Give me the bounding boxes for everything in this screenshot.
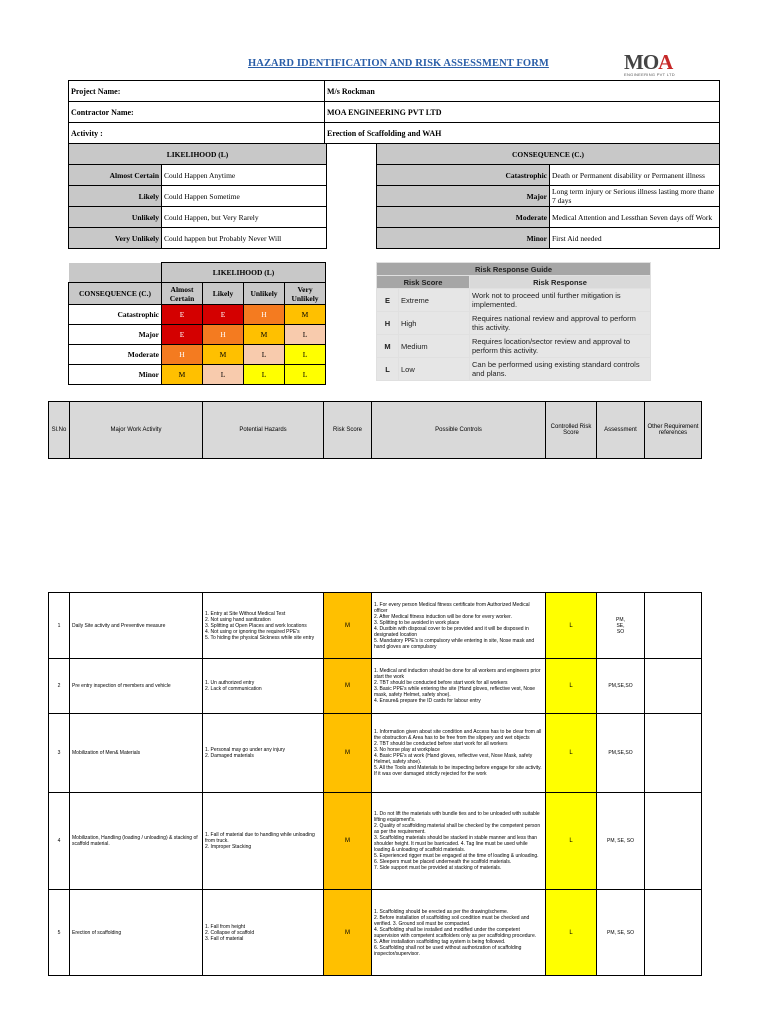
guide-name: High [399,312,470,335]
header-controlled-risk: Controlled Risk Score [546,402,597,459]
header-controls: Possible Controls [372,402,546,459]
matrix-cell: L [285,345,326,365]
likelihood-table [68,143,327,249]
likelihood-row [69,165,327,186]
row-controls: 1. Information given about site condition and Access has to be clear from all the obstruction & Area has to be free from the slippery and wet objects 2. TBT should be conducted before start work for all workers 3. No horse play at workplace 4. Basic PPE's at work (Hand gloves, reflective vest, Nose Mask, safety Helmet, safety shoe). 5. All the Tools and Materials to be inspecting before engage for site activity. If it was over damaged strictly rejected for the work [372,714,546,793]
assessment-table [48,592,702,976]
guide-key: H [377,312,399,335]
likelihood-row [69,207,327,228]
matrix-consequence-header: CONSEQUENCE (C.) [69,283,162,305]
row-controls: 1. Do not lift the materials with bundle ties and to be unloaded with suitable lifting equipment's. 2. Quality of scaffolding material shall be checked by the competent person as per the requirement. 3. Scaffolding materials should be stacked in stable manner and less than shoulder height. It must be barricaded. 4. Tag line must be used while loading & unloading of scaffold materials. 5. Experienced rigger must be engaged at the time of loading & unloading. 6. Sleepers must be placed underneath the scaffold materials. 7. Side support must be provided at stacking of materials. [372,793,546,890]
matrix-cell: H [162,345,203,365]
risk-response-guide [376,262,651,381]
guide-key: L [377,358,399,381]
header-assessment: Assessment [597,402,645,459]
matrix-col-header: Very Unlikely [285,283,326,305]
matrix-cell: L [244,345,285,365]
contractor-row [69,102,720,123]
logo-mark: MOA [624,50,673,74]
row-activity: Pre entry inspection of members and vehicle [70,659,203,714]
guide-row [377,358,651,381]
guide-name: Extreme [399,289,470,312]
likelihood-desc: Could Happen Anytime [162,165,327,186]
row-other [645,659,702,714]
row-no: 3 [49,714,70,793]
row-controls: 1. For every person Medical fitness certificate from Authorized Medical officer 2. After Medical fitness induction will be done for every worker. 3. Splitting to be avoided in work place 4. Dustbin with disposal cover to be provided and it will be disposed in designated location 5. Mandatory PPE's is compulsory while entering in site, Nose mask and hand gloves are compulsory [372,593,546,659]
matrix-cell: L [285,325,326,345]
row-assessment: PM,SE,SO [597,714,645,793]
likelihood-header: LIKELIHOOD (L) [69,144,327,165]
row-hazards: 1. Un authorized entry 2. Lack of communication [203,659,324,714]
matrix-col-header: Almost Certain [162,283,203,305]
consequence-label: Catastrophic [377,165,550,186]
header-risk-score: Risk Score [324,402,372,459]
consequence-row [377,228,720,249]
consequence-desc: Long term injury or Serious illness lasting more thane 7 days [550,186,720,207]
row-other [645,593,702,659]
matrix-cell: L [244,365,285,385]
consequence-label: Moderate [377,207,550,228]
project-info-table [68,80,720,144]
row-controls: 1. Medical and induction should be done for all workers and engineers prior start the work 2. TBT should be conducted before start work for all workers 3. Basic PPE's while entering the site (Hand gloves, reflective vest, Nose mask, safety Helmet, safety shoe). 4. Ensure& prepare the ID cards for labour entry [372,659,546,714]
guide-name: Medium [399,335,470,358]
consequence-header: CONSEQUENCE (C.) [377,144,720,165]
row-controlled-risk: L [546,793,597,890]
likelihood-label: Unlikely [69,207,162,228]
matrix-row [69,325,326,345]
matrix-cell: M [162,365,203,385]
likelihood-row [69,228,327,249]
guide-response: Requires national review and approval to perform this activity. [470,312,651,335]
matrix-col-header: Unlikely [244,283,285,305]
row-controlled-risk: L [546,659,597,714]
row-hazards: 1. Personal may go under any injury 2. Damaged materials [203,714,324,793]
consequence-desc: Death or Permanent disability or Permanent illness [550,165,720,186]
matrix-row [69,365,326,385]
matrix-cell: L [285,365,326,385]
row-risk-score: M [324,659,372,714]
row-risk-score: M [324,793,372,890]
logo-subtitle: ENGINEERING PVT LTD [624,72,675,77]
table-row [49,659,702,714]
company-logo [624,52,688,78]
row-hazards: 1. Entry at Site Without Medical Test 2. Not using hand sanitization 3. Splitting at Open Places and work locations 4. Not using or ignoring the required PPE's 5. To hiding the physical Sickness while site entry [203,593,324,659]
consequence-table [376,143,720,249]
matrix-cell: M [203,345,244,365]
matrix-cell: E [162,305,203,325]
table-row [49,714,702,793]
matrix-cell: M [244,325,285,345]
row-risk-score: M [324,890,372,976]
matrix-cell: H [203,325,244,345]
matrix-row-label: Catastrophic [69,305,162,325]
row-assessment: PM, SE, SO [597,593,645,659]
row-assessment: PM, SE, SO [597,793,645,890]
row-activity: Mobilization, Handling (loading / unloading) & stacking of scaffold material. [70,793,203,890]
guide-name: Low [399,358,470,381]
likelihood-desc: Could Happen, but Very Rarely [162,207,327,228]
row-no: 2 [49,659,70,714]
table-row [49,593,702,659]
consequence-label: Major [377,186,550,207]
activity-row [69,123,720,144]
activity-label: Activity : [69,123,325,144]
guide-row [377,312,651,335]
matrix-row [69,345,326,365]
matrix-row-label: Moderate [69,345,162,365]
header-slno: Sl.No [49,402,70,459]
likelihood-desc: Could happen but Probably Never Will [162,228,327,249]
row-risk-score: M [324,593,372,659]
matrix-likelihood-header: LIKELIHOOD (L) [162,263,326,283]
guide-key: M [377,335,399,358]
project-value: M/s Rockman [325,81,720,102]
matrix-cell: E [162,325,203,345]
row-no: 5 [49,890,70,976]
guide-response: Work not to proceed until further mitigation is implemented. [470,289,651,312]
row-hazards: 1. Fall of material due to handling while unloading from truck. 2. Improper Stacking [203,793,324,890]
guide-response: Requires location/sector review and approval to perform this activity. [470,335,651,358]
matrix-row-label: Minor [69,365,162,385]
table-row [49,890,702,976]
form-title: HAZARD IDENTIFICATION AND RISK ASSESSMENT FORM [248,58,549,69]
row-other [645,890,702,976]
matrix-row [69,305,326,325]
matrix-row-label: Major [69,325,162,345]
activity-value: Erection of Scaffolding and WAH [325,123,720,144]
matrix-cell: H [244,305,285,325]
consequence-row [377,207,720,228]
project-label: Project Name: [69,81,325,102]
risk-matrix [68,262,326,385]
table-row [49,793,702,890]
matrix-cell: E [203,305,244,325]
guide-col-score: Risk Score [377,276,470,289]
row-controlled-risk: L [546,714,597,793]
row-activity: Daily Site activity and Preventive measure [70,593,203,659]
likelihood-label: Very Unlikely [69,228,162,249]
guide-row [377,335,651,358]
consequence-desc: Medical Attention and Lessthan Seven days off Work [550,207,720,228]
row-other [645,714,702,793]
row-no: 4 [49,793,70,890]
row-controls: 1. Scaffolding should be erected as per the drawing/scheme. 2. Before installation of scaffolding soil condition must be checked and verified. 3. Ground soil must be compacted. 4. Scaffolding shall be installed and modified under the competent supervision with competent scaffolders only as per scaffolding procedure. 5. After installation scaffolding tag system is being followed. 6. Scaffolding shall not be used without authorization of scaffolding inspector/supervisor. [372,890,546,976]
guide-col-response: Risk Response [470,276,651,289]
row-assessment: PM, SE, SO [597,890,645,976]
matrix-cell: L [203,365,244,385]
likelihood-desc: Could Happen Sometime [162,186,327,207]
guide-title: Risk Response Guide [377,263,651,276]
row-no: 1 [49,593,70,659]
header-hazards: Potential Hazards [203,402,324,459]
header-activity: Major Work Activity [70,402,203,459]
assessment-header [48,401,702,459]
row-hazards: 1. Fall from height 2. Collapse of scaffold 3. Fall of material [203,890,324,976]
guide-row [377,289,651,312]
consequence-row [377,165,720,186]
project-row [69,81,720,102]
guide-response: Can be performed using existing standard controls and plans. [470,358,651,381]
row-controlled-risk: L [546,593,597,659]
row-controlled-risk: L [546,890,597,976]
consequence-label: Minor [377,228,550,249]
row-risk-score: M [324,714,372,793]
guide-key: E [377,289,399,312]
likelihood-label: Likely [69,186,162,207]
row-activity: Erection of scaffolding [70,890,203,976]
contractor-value: MOA ENGINEERING PVT LTD [325,102,720,123]
likelihood-label: Almost Certain [69,165,162,186]
contractor-label: Contractor Name: [69,102,325,123]
likelihood-row [69,186,327,207]
header-other-requirements: Other Requirement references [645,402,702,459]
matrix-cell: M [285,305,326,325]
matrix-col-header: Likely [203,283,244,305]
row-assessment: PM,SE,SO [597,659,645,714]
consequence-row [377,186,720,207]
consequence-desc: First Aid needed [550,228,720,249]
row-activity: Mobilization of Men& Materials [70,714,203,793]
row-other [645,793,702,890]
